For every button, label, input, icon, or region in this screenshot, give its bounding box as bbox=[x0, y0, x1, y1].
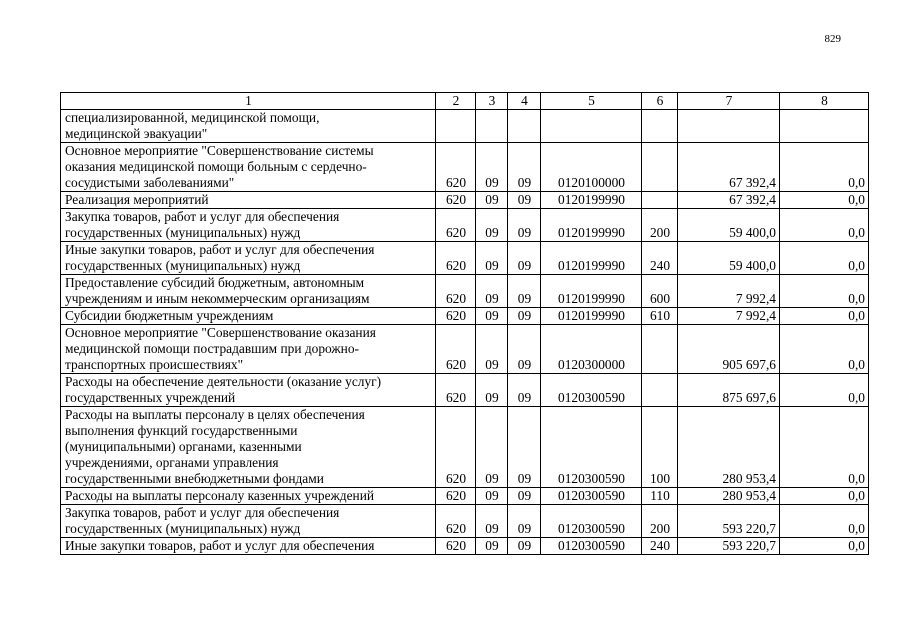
amount-cell: 280 953,4 bbox=[678, 407, 780, 488]
header-cell: 7 bbox=[678, 93, 780, 110]
amount2-cell: 0,0 bbox=[780, 308, 869, 325]
expense-type-cell bbox=[642, 325, 678, 374]
amount-cell: 7 992,4 bbox=[678, 275, 780, 308]
amount2-cell: 0,0 bbox=[780, 209, 869, 242]
page-number: 829 bbox=[824, 33, 841, 45]
subsection-cell: 09 bbox=[508, 242, 541, 275]
code-cell: 620 bbox=[436, 192, 476, 209]
budget-table bbox=[60, 92, 869, 555]
section-cell: 09 bbox=[476, 505, 508, 538]
table-row bbox=[61, 325, 869, 374]
amount2-cell: 0,0 bbox=[780, 242, 869, 275]
amount2-cell: 0,0 bbox=[780, 538, 869, 555]
amount-cell: 875 697,6 bbox=[678, 374, 780, 407]
row-name-cell: Предоставление субсидий бюджетным, автономным учреждениям и иным некоммерческим организациям bbox=[61, 275, 436, 308]
row-name-cell: специализированной, медицинской помощи, медицинской эвакуации" bbox=[61, 110, 436, 143]
table-row bbox=[61, 488, 869, 505]
row-name-cell: Расходы на обеспечение деятельности (оказание услуг) государственных учреждений bbox=[61, 374, 436, 407]
section-cell: 09 bbox=[476, 275, 508, 308]
amount-cell: 67 392,4 bbox=[678, 143, 780, 192]
table-body bbox=[61, 110, 869, 555]
row-name-cell: Закупка товаров, работ и услуг для обеспечения государственных (муниципальных) нужд bbox=[61, 209, 436, 242]
amount-cell: 7 992,4 bbox=[678, 308, 780, 325]
subsection-cell: 09 bbox=[508, 505, 541, 538]
subsection-cell: 09 bbox=[508, 192, 541, 209]
amount2-cell: 0,0 bbox=[780, 488, 869, 505]
amount2-cell: 0,0 bbox=[780, 505, 869, 538]
subsection-cell: 09 bbox=[508, 209, 541, 242]
amount2-cell bbox=[780, 110, 869, 143]
expense-type-cell bbox=[642, 110, 678, 143]
code-cell: 620 bbox=[436, 209, 476, 242]
section-cell bbox=[476, 110, 508, 143]
code-cell: 620 bbox=[436, 275, 476, 308]
section-cell: 09 bbox=[476, 538, 508, 555]
header-cell: 8 bbox=[780, 93, 869, 110]
row-name-cell: Иные закупки товаров, работ и услуг для обеспечения государственных (муниципальных) нужд bbox=[61, 242, 436, 275]
code-cell: 620 bbox=[436, 538, 476, 555]
table-row bbox=[61, 143, 869, 192]
row-name-cell: Реализация мероприятий bbox=[61, 192, 436, 209]
subsection-cell: 09 bbox=[508, 407, 541, 488]
section-cell: 09 bbox=[476, 242, 508, 275]
target-article-cell: 0120199990 bbox=[541, 242, 642, 275]
expense-type-cell bbox=[642, 374, 678, 407]
code-cell: 620 bbox=[436, 505, 476, 538]
target-article-cell: 0120300590 bbox=[541, 407, 642, 488]
amount-cell: 593 220,7 bbox=[678, 505, 780, 538]
table-row bbox=[61, 538, 869, 555]
expense-type-cell: 200 bbox=[642, 505, 678, 538]
amount2-cell: 0,0 bbox=[780, 143, 869, 192]
table-row bbox=[61, 192, 869, 209]
table-row bbox=[61, 505, 869, 538]
header-cell: 6 bbox=[642, 93, 678, 110]
row-name-cell: Расходы на выплаты персоналу в целях обеспечения выполнения функций государственными (муниципальными) органами, казенными учреждениями, органами управления государственными внебюджетными фондами bbox=[61, 407, 436, 488]
code-cell: 620 bbox=[436, 488, 476, 505]
section-cell: 09 bbox=[476, 407, 508, 488]
code-cell bbox=[436, 110, 476, 143]
target-article-cell: 0120100000 bbox=[541, 143, 642, 192]
row-name-cell: Субсидии бюджетным учреждениям bbox=[61, 308, 436, 325]
row-name-cell: Закупка товаров, работ и услуг для обеспечения государственных (муниципальных) нужд bbox=[61, 505, 436, 538]
table-row bbox=[61, 242, 869, 275]
header-cell: 5 bbox=[541, 93, 642, 110]
subsection-cell: 09 bbox=[508, 275, 541, 308]
row-name-cell: Расходы на выплаты персоналу казенных учреждений bbox=[61, 488, 436, 505]
row-name-cell: Иные закупки товаров, работ и услуг для обеспечения bbox=[61, 538, 436, 555]
header-cell: 3 bbox=[476, 93, 508, 110]
code-cell: 620 bbox=[436, 374, 476, 407]
target-article-cell: 0120199990 bbox=[541, 192, 642, 209]
target-article-cell: 0120300590 bbox=[541, 538, 642, 555]
subsection-cell: 09 bbox=[508, 325, 541, 374]
table-row bbox=[61, 308, 869, 325]
target-article-cell: 0120300590 bbox=[541, 488, 642, 505]
code-cell: 620 bbox=[436, 325, 476, 374]
subsection-cell: 09 bbox=[508, 143, 541, 192]
header-row bbox=[61, 93, 869, 110]
header-cell: 1 bbox=[61, 93, 436, 110]
target-article-cell: 0120199990 bbox=[541, 209, 642, 242]
section-cell: 09 bbox=[476, 488, 508, 505]
expense-type-cell: 100 bbox=[642, 407, 678, 488]
amount2-cell: 0,0 bbox=[780, 325, 869, 374]
amount2-cell: 0,0 bbox=[780, 275, 869, 308]
expense-type-cell: 240 bbox=[642, 242, 678, 275]
target-article-cell: 0120300000 bbox=[541, 325, 642, 374]
subsection-cell: 09 bbox=[508, 374, 541, 407]
expense-type-cell: 600 bbox=[642, 275, 678, 308]
expense-type-cell: 610 bbox=[642, 308, 678, 325]
expense-type-cell bbox=[642, 192, 678, 209]
subsection-cell: 09 bbox=[508, 308, 541, 325]
amount2-cell: 0,0 bbox=[780, 374, 869, 407]
header-cell: 2 bbox=[436, 93, 476, 110]
amount-cell: 280 953,4 bbox=[678, 488, 780, 505]
expense-type-cell: 110 bbox=[642, 488, 678, 505]
table-row bbox=[61, 407, 869, 488]
section-cell: 09 bbox=[476, 192, 508, 209]
header-cell: 4 bbox=[508, 93, 541, 110]
table-row bbox=[61, 110, 869, 143]
code-cell: 620 bbox=[436, 407, 476, 488]
target-article-cell: 0120199990 bbox=[541, 275, 642, 308]
subsection-cell: 09 bbox=[508, 538, 541, 555]
amount-cell: 59 400,0 bbox=[678, 209, 780, 242]
subsection-cell: 09 bbox=[508, 488, 541, 505]
code-cell: 620 bbox=[436, 242, 476, 275]
expense-type-cell: 200 bbox=[642, 209, 678, 242]
expense-type-cell bbox=[642, 143, 678, 192]
code-cell: 620 bbox=[436, 143, 476, 192]
table-row bbox=[61, 275, 869, 308]
section-cell: 09 bbox=[476, 325, 508, 374]
section-cell: 09 bbox=[476, 209, 508, 242]
amount-cell: 905 697,6 bbox=[678, 325, 780, 374]
table-row bbox=[61, 374, 869, 407]
subsection-cell bbox=[508, 110, 541, 143]
target-article-cell bbox=[541, 110, 642, 143]
row-name-cell: Основное мероприятие "Совершенствование системы оказания медицинской помощи больным с сердечно- сосудистыми заболеваниями" bbox=[61, 143, 436, 192]
amount-cell bbox=[678, 110, 780, 143]
section-cell: 09 bbox=[476, 308, 508, 325]
expense-type-cell: 240 bbox=[642, 538, 678, 555]
table-row bbox=[61, 209, 869, 242]
amount-cell: 67 392,4 bbox=[678, 192, 780, 209]
amount2-cell: 0,0 bbox=[780, 407, 869, 488]
code-cell: 620 bbox=[436, 308, 476, 325]
amount-cell: 59 400,0 bbox=[678, 242, 780, 275]
section-cell: 09 bbox=[476, 374, 508, 407]
amount2-cell: 0,0 bbox=[780, 192, 869, 209]
target-article-cell: 0120199990 bbox=[541, 308, 642, 325]
target-article-cell: 0120300590 bbox=[541, 505, 642, 538]
amount-cell: 593 220,7 bbox=[678, 538, 780, 555]
row-name-cell: Основное мероприятие "Совершенствование оказания медицинской помощи пострадавшим при дорожно- транспортных происшествиях" bbox=[61, 325, 436, 374]
section-cell: 09 bbox=[476, 143, 508, 192]
target-article-cell: 0120300590 bbox=[541, 374, 642, 407]
